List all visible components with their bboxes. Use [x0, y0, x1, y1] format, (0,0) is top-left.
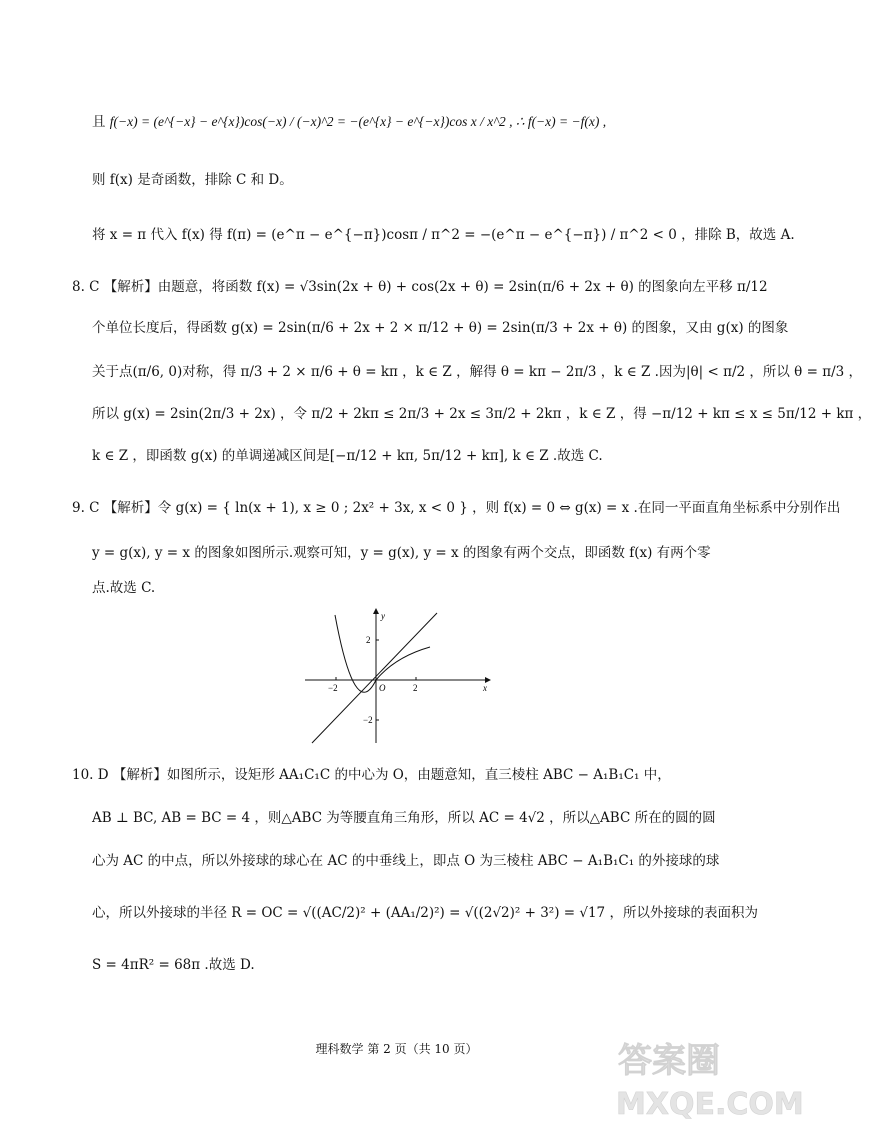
derivation-line-1: [92, 112, 732, 132]
x-tick-pos-label: 2: [413, 683, 418, 693]
q8-line-1: 8. C 【解析】由题意，将函数 f(x) = √3sin(2x + θ) + cos(2x + θ) = 2sin(π/6 + 2x + θ) 的图象向左平移 π/12: [72, 279, 768, 295]
q8-line-2: 个单位长度后，得函数 g(x) = 2sin(π/6 + 2x + 2 × π/12 + θ) = 2sin(π/3 + 2x + θ) 的图象，又由 g(x) 的图象: [92, 320, 789, 336]
watermark-logo: [612, 1030, 804, 1122]
page-footer: 理科数学 第 2 页（共 10 页）: [315, 1042, 478, 1056]
line-y-equals-x: [312, 613, 437, 743]
q10-line-3: 心为 AC 的中点，所以外接球的球心在 AC 的中垂线上，即点 O 为三棱柱 ABC − A₁B₁C₁ 的外接球的球: [92, 853, 720, 869]
q9-line-3: 点.故选 C.: [92, 580, 156, 596]
line-1-prefix: 且: [92, 114, 106, 130]
y-tick-pos-label: 2: [366, 635, 371, 645]
q9-line-1: 9. C 【解析】令 g(x) = { ln(x + 1), x ≥ 0 ; 2x² + 3x, x < 0 } ，则 f(x) = 0 ⇔ g(x) = x .在同一平面直角坐标系中分别作出: [72, 500, 841, 516]
q10-line-5: S = 4πR² = 68π .故选 D.: [92, 957, 255, 973]
line-1-formula: f(−x) = (e^{−x} − e^{x})cos(−x) / (−x)^2 = −(e^{x} − e^{−x})cos x / x^2 , ∴ f(−x) = −f(x) ,: [109, 114, 607, 129]
parabola-curve: [335, 615, 376, 692]
watermark-text-bottom: MXQE.COM: [616, 1087, 804, 1122]
function-graph: [300, 605, 495, 745]
q10-line-1: 10. D 【解析】如图所示，设矩形 AA₁C₁C 的中心为 O，由题意知，直三棱柱 ABC − A₁B₁C₁ 中，: [72, 767, 671, 783]
q8-line-3: 关于点(π/6, 0)对称，得 π/3 + 2 × π/6 + θ = kπ ，k ∈ Z ，解得 θ = kπ − 2π/3 ，k ∈ Z .因为|θ| < π/2 ，所以 θ = π/3 ，: [92, 364, 862, 380]
q8-line-4: 所以 g(x) = 2sin(2π/3 + 2x) ，令 π/2 + 2kπ ≤ 2π/3 + 2x ≤ 3π/2 + 2kπ ，k ∈ Z ，得 −π/12 + kπ ≤ x ≤ 5π/12 + kπ ，: [92, 406, 871, 422]
derivation-line-2: 则 f(x) 是奇函数，排除 C 和 D。: [92, 172, 293, 188]
log-curve: [376, 647, 430, 680]
q9-line-2: y = g(x), y = x 的图象如图所示.观察可知，y = g(x), y = x 的图象有两个交点，即函数 f(x) 有两个零: [92, 545, 711, 561]
x-tick-neg-label: −2: [328, 683, 338, 693]
watermark-text-top: 答案圈: [618, 1041, 720, 1081]
y-axis-label: y: [381, 611, 385, 621]
q10-line-2: AB ⊥ BC, AB = BC = 4 ，则△ABC 为等腰直角三角形，所以 AC = 4√2 ，所以△ABC 所在的圆的圆: [92, 810, 716, 826]
origin-label: O: [379, 683, 386, 693]
derivation-line-3: 将 x = π 代入 f(x) 得 f(π) = (e^π − e^{−π})cosπ / π^2 = −(e^π − e^{−π}) / π^2 < 0 ，排除 B，故选 A.: [92, 227, 795, 243]
x-axis-label: x: [483, 683, 487, 693]
q8-line-5: k ∈ Z ，即函数 g(x) 的单调递减区间是[−π/12 + kπ, 5π/12 + kπ], k ∈ Z .故选 C.: [92, 448, 603, 464]
y-tick-neg-label: −2: [363, 715, 373, 725]
q10-line-4: 心，所以外接球的半径 R = OC = √((AC/2)² + (AA₁/2)²) = √((2√2)² + 3²) = √17 ，所以外接球的表面积为: [92, 905, 758, 921]
